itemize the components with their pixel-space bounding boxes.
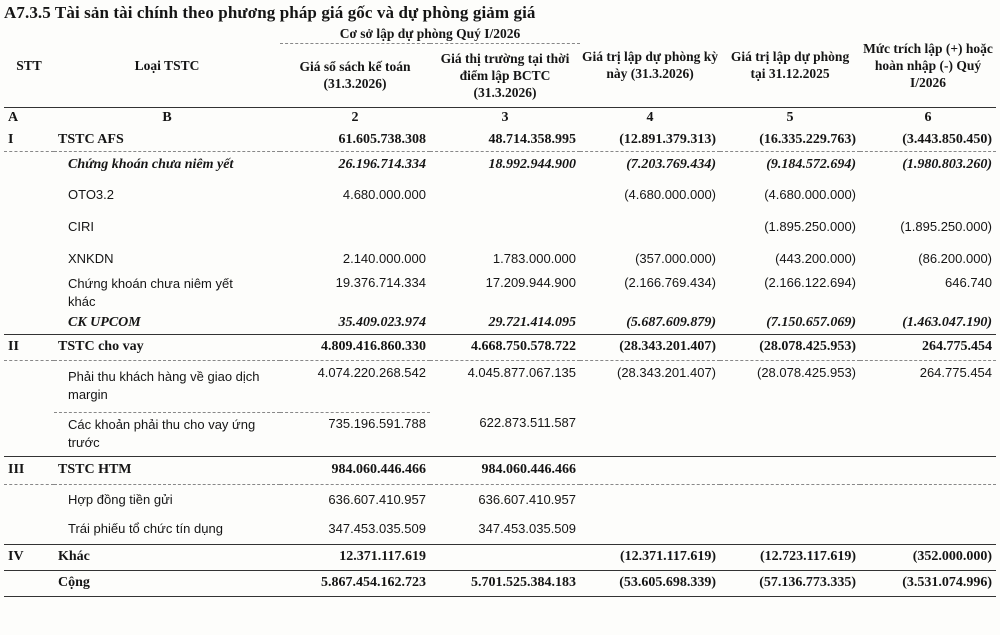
index-cell: 4 xyxy=(580,107,720,129)
row-col5 xyxy=(720,456,860,484)
row-col6 xyxy=(860,456,996,484)
table-row xyxy=(4,456,996,484)
row-stt xyxy=(4,570,54,596)
row-stt xyxy=(4,151,54,179)
row-stt xyxy=(4,484,54,514)
row-col3: 636.607.410.957 xyxy=(430,484,580,514)
row-col2 xyxy=(280,210,430,242)
row-name: Chứng khoán chưa niêm yết xyxy=(54,151,280,179)
table-row xyxy=(4,360,996,412)
table-row xyxy=(4,242,996,274)
header-stt: STT xyxy=(16,57,42,73)
row-col6 xyxy=(860,179,996,210)
table-row xyxy=(4,129,996,151)
row-col4 xyxy=(580,484,720,514)
row-col6 xyxy=(860,412,996,456)
row-col4: (28.343.201.407) xyxy=(580,334,720,360)
row-col2: 35.409.023.974 xyxy=(338,314,426,330)
header-col6: Mức trích lập (+) hoặc hoàn nhập (-) Quý I/2026 xyxy=(863,40,993,90)
row-stt: II xyxy=(4,334,54,360)
row-col4 xyxy=(580,210,720,242)
row-stt xyxy=(4,210,54,242)
row-col4 xyxy=(580,412,720,456)
row-stt xyxy=(4,274,54,312)
row-col6: 264.775.454 xyxy=(860,334,996,360)
row-col2: 735.196.591.788 xyxy=(280,412,430,456)
index-cell: B xyxy=(54,107,280,129)
row-stt: I xyxy=(8,131,14,147)
header-col5: Giá trị lập dự phòng tại 31.12.2025 xyxy=(730,49,850,82)
header-group-basis: Cơ sở lập dự phòng Quý I/2026 xyxy=(280,24,580,43)
table-title: A7.3.5 Tài sản tài chính theo phương pháp giá gốc và dự phòng giảm giá xyxy=(4,3,536,22)
row-col2: 636.607.410.957 xyxy=(280,484,430,514)
row-col4 xyxy=(580,514,720,544)
row-stt: III xyxy=(4,456,54,484)
row-col2: 12.371.117.619 xyxy=(280,544,430,570)
row-col5: (12.723.117.619) xyxy=(720,544,860,570)
table-row xyxy=(4,210,996,242)
row-col6: (86.200.000) xyxy=(918,250,993,266)
table-row xyxy=(4,334,996,360)
row-col6: (1.895.250.000) xyxy=(900,218,993,234)
table-row xyxy=(4,544,996,570)
row-name: TSTC HTM xyxy=(54,456,280,484)
row-name: Khác xyxy=(54,544,280,570)
row-name: TSTC cho vay xyxy=(54,334,280,360)
index-cell: 5 xyxy=(720,107,860,129)
row-col2: 347.453.035.509 xyxy=(328,521,426,537)
row-col5 xyxy=(720,412,860,456)
row-col3 xyxy=(430,179,580,210)
row-col5: (7.150.657.069) xyxy=(766,314,857,330)
row-stt xyxy=(4,179,54,210)
row-col4: (12.891.379.313) xyxy=(619,131,717,147)
header-col3: Giá thị trường tại thời điểm lập BCTC (31.3.2026) xyxy=(440,50,570,100)
row-col2: 4.074.220.268.542 xyxy=(280,360,430,412)
table-row xyxy=(4,151,996,179)
total-row xyxy=(4,570,996,596)
row-name: TSTC AFS xyxy=(58,131,124,147)
row-col3: 17.209.944.900 xyxy=(485,275,577,290)
row-col5: (1.895.250.000) xyxy=(764,218,857,234)
row-stt xyxy=(4,312,54,334)
row-col6: (3.443.850.450) xyxy=(902,131,993,147)
row-col6: (1.980.803.260) xyxy=(860,151,996,179)
index-row xyxy=(4,107,996,129)
row-col6 xyxy=(860,484,996,514)
row-name: Hợp đồng tiền gửi xyxy=(54,484,280,514)
table-row xyxy=(4,514,996,544)
row-col6: 264.775.454 xyxy=(860,360,996,412)
row-col2: 26.196.714.334 xyxy=(280,151,430,179)
row-stt: IV xyxy=(4,544,54,570)
table-row xyxy=(4,179,996,210)
row-col2: 2.140.000.000 xyxy=(342,250,426,266)
row-col3 xyxy=(430,210,580,242)
row-col2: 19.376.714.334 xyxy=(335,275,426,290)
row-name: XNKDN xyxy=(68,250,114,266)
row-col4: (5.687.609.879) xyxy=(626,314,717,330)
row-name: Cộng xyxy=(54,570,280,596)
row-col6: (3.531.074.996) xyxy=(860,570,996,596)
row-name: OTO3.2 xyxy=(68,187,115,202)
row-col5: (443.200.000) xyxy=(775,250,857,266)
header-loai-tstc: Loại TSTC xyxy=(134,57,200,73)
row-col3: 984.060.446.466 xyxy=(430,456,580,484)
row-col3: 4.668.750.578.722 xyxy=(430,334,580,360)
row-col4: (2.166.769.434) xyxy=(624,275,717,290)
row-col4: (7.203.769.434) xyxy=(580,151,720,179)
row-col6: 646.740 xyxy=(945,275,993,290)
row-col3: 4.045.877.067.135 xyxy=(430,360,580,412)
row-col5 xyxy=(720,514,860,544)
row-col5: (4.680.000.000) xyxy=(764,187,857,202)
header-col2: Giá sổ sách kế toán (31.3.2026) xyxy=(299,59,411,91)
row-col5: (28.078.425.953) xyxy=(720,360,860,412)
row-col6: (1.463.047.190) xyxy=(902,314,993,330)
table-row xyxy=(4,312,996,334)
row-col3: 18.992.944.900 xyxy=(430,151,580,179)
row-col5: (57.136.773.335) xyxy=(720,570,860,596)
row-col3: 622.873.511.587 xyxy=(479,415,577,430)
header-col4: Giá trị lập dự phòng kỳ này (31.3.2026) xyxy=(582,49,719,82)
row-stt xyxy=(4,514,54,544)
row-stt xyxy=(4,412,54,456)
row-col4 xyxy=(580,456,720,484)
table-row xyxy=(4,274,996,312)
row-col4: (28.343.201.407) xyxy=(580,360,720,412)
row-col6: (352.000.000) xyxy=(860,544,996,570)
row-col6 xyxy=(860,514,996,544)
row-col5 xyxy=(720,484,860,514)
row-col5: (9.184.572.694) xyxy=(720,151,860,179)
row-col3 xyxy=(430,544,580,570)
row-col2: 984.060.446.466 xyxy=(280,456,430,484)
row-col3: 48.714.358.995 xyxy=(488,131,577,147)
row-col2: 5.867.454.162.723 xyxy=(280,570,430,596)
row-name: Chứng khoán chưa niêm yết khác xyxy=(68,276,233,309)
index-cell: A xyxy=(4,107,54,129)
row-stt xyxy=(4,242,54,274)
row-col3: 29.721.414.095 xyxy=(488,314,577,330)
row-col4: (53.605.698.339) xyxy=(580,570,720,596)
row-col5: (16.335.229.763) xyxy=(759,131,857,147)
row-col3: 347.453.035.509 xyxy=(478,521,577,537)
table-row xyxy=(4,484,996,514)
table-row xyxy=(4,412,996,456)
row-col3: 5.701.525.384.183 xyxy=(430,570,580,596)
row-col5: (2.166.122.694) xyxy=(764,275,857,290)
row-stt xyxy=(4,360,54,412)
row-col5: (28.078.425.953) xyxy=(720,334,860,360)
index-cell: 6 xyxy=(860,107,996,129)
row-col4: (357.000.000) xyxy=(635,250,717,266)
row-col3: 1.783.000.000 xyxy=(492,250,577,266)
row-col4: (12.371.117.619) xyxy=(580,544,720,570)
row-name: Trái phiếu tổ chức tín dụng xyxy=(68,521,223,537)
row-name: CK UPCOM xyxy=(68,314,141,330)
index-cell: 2 xyxy=(280,107,430,129)
row-col2: 61.605.738.308 xyxy=(338,131,426,147)
index-cell: 3 xyxy=(430,107,580,129)
row-name: CIRI xyxy=(68,218,94,234)
financial-assets-table xyxy=(4,24,996,597)
row-col2: 4.809.416.860.330 xyxy=(280,334,430,360)
row-col2: 4.680.000.000 xyxy=(342,187,426,202)
row-name: Phải thu khách hàng về giao dịch margin xyxy=(54,360,280,412)
row-col4: (4.680.000.000) xyxy=(624,187,717,202)
row-name: Các khoản phải thu cho vay ứng trước xyxy=(54,412,280,456)
